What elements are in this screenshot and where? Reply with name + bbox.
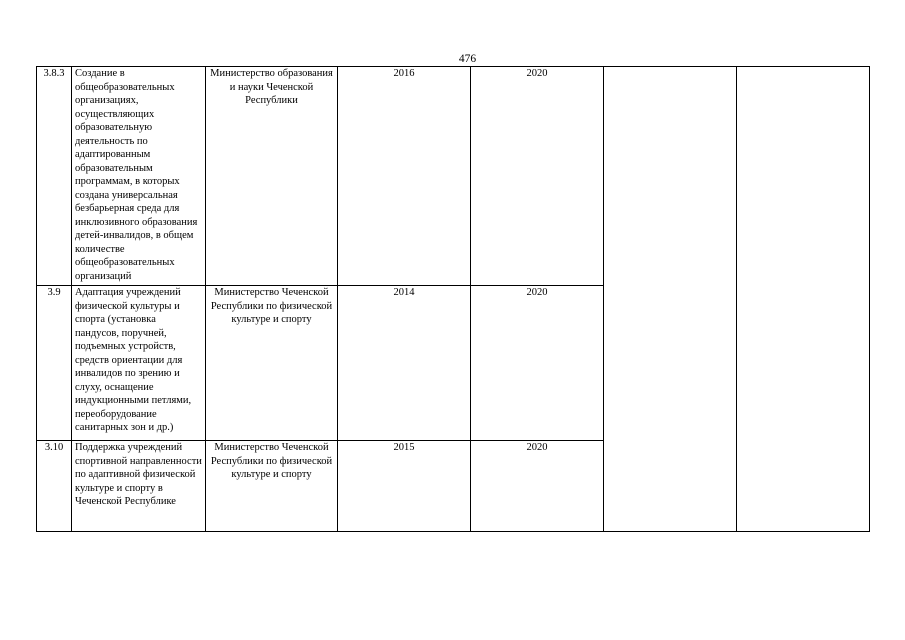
table-row (37, 67, 870, 286)
end-year: 2020 (471, 67, 604, 286)
measure-name: Адаптация учреждений физической культуры и спорта (установка пандусов, поручней, подъемных устройств, средств ориентации для инвалидов по зрению и слуху, оснащение индукционными петлями, переоборудование санитарных зон и др.) (72, 286, 206, 441)
row-number: 3.8.3 (37, 67, 72, 286)
measures-table (36, 66, 870, 532)
empty-column-2 (737, 67, 870, 532)
start-year: 2015 (338, 441, 471, 532)
start-year: 2016 (338, 67, 471, 286)
executor: Министерство образования и науки Чеченской Республики (206, 67, 338, 286)
measure-name: Поддержка учреждений спортивной направленности по адаптивной физической культуре и спорту в Чеченской Республике (72, 441, 206, 532)
end-year: 2020 (471, 441, 604, 532)
executor: Министерство Чеченской Республики по физической культуре и спорту (206, 286, 338, 441)
start-year: 2014 (338, 286, 471, 441)
executor: Министерство Чеченской Республики по физической культуре и спорту (206, 441, 338, 532)
row-number: 3.10 (37, 441, 72, 532)
empty-column-1 (604, 67, 737, 532)
page-number: 476 (458, 53, 477, 65)
row-number: 3.9 (37, 286, 72, 441)
measure-name: Создание в общеобразовательных организациях, осуществляющих образовательную деятельность по адаптированным образовательным программам, в которых создана универсальная безбарьерная среда для инклюзивного образования детей-инвалидов, в общем количестве общеобразовательных организаций (72, 67, 206, 286)
end-year: 2020 (471, 286, 604, 441)
